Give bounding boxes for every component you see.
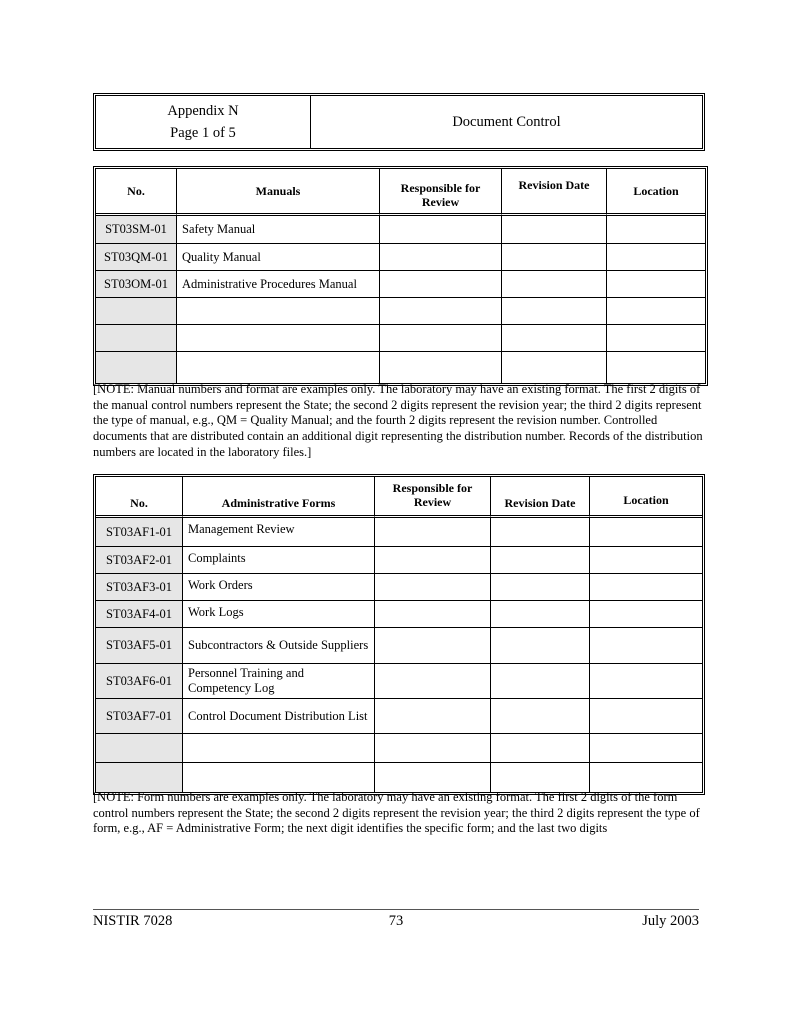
form-number: ST03AF5-01: [96, 628, 183, 664]
location-cell: [590, 574, 702, 601]
form-name: Work Logs: [183, 601, 375, 628]
location-cell: [590, 699, 702, 734]
location-cell: [607, 352, 705, 383]
form-name: Subcontractors & Outside Suppliers: [183, 628, 375, 664]
column-header-location: Location: [607, 169, 705, 216]
manual-name: [177, 325, 380, 352]
form-name: Control Document Distribution List: [183, 699, 375, 734]
revision-date-cell: [491, 628, 590, 664]
manual-name: Quality Manual: [177, 244, 380, 271]
revision-date-cell: [491, 518, 590, 547]
column-header-responsible: Responsible for Review: [375, 477, 491, 518]
table-row: [96, 547, 702, 574]
form-number: [96, 734, 183, 763]
form-name: Personnel Training and Competency Log: [183, 664, 375, 699]
revision-date-cell: [491, 547, 590, 574]
table-row: [96, 628, 702, 664]
responsible-cell: [375, 574, 491, 601]
table-header-row: [96, 477, 702, 518]
responsible-cell: [380, 244, 502, 271]
revision-date-cell: [491, 734, 590, 763]
location-cell: [607, 271, 705, 298]
table-row: [96, 763, 702, 792]
forms-note: [NOTE: Form numbers are examples only. The laboratory may have an existing format. The first 2 digits of the form control numbers represent the State; the second 2 digits represent the revision year; the third 2 digits represent the type of form, e.g., AF = Administrative Form; the next digit identifies the specific form; and the last two digits: [93, 790, 700, 836]
footer-divider: [93, 909, 699, 910]
table-row: [96, 518, 702, 547]
form-name: [183, 763, 375, 792]
revision-date-cell: [502, 325, 607, 352]
form-number: ST03AF6-01: [96, 664, 183, 699]
form-name: Work Orders: [183, 574, 375, 601]
administrative-forms-table: [93, 474, 705, 795]
form-number: [96, 763, 183, 792]
responsible-cell: [380, 216, 502, 244]
column-header-administrative-forms: Administrative Forms: [183, 477, 375, 518]
document-header: [93, 93, 705, 151]
table-row: [96, 734, 702, 763]
table-header-row: [96, 169, 705, 216]
manual-name: [177, 298, 380, 325]
form-name: Complaints: [183, 547, 375, 574]
responsible-cell: [380, 271, 502, 298]
responsible-cell: [375, 547, 491, 574]
responsible-cell: [375, 518, 491, 547]
location-cell: [590, 547, 702, 574]
table-row: [96, 574, 702, 601]
table-row: [96, 216, 705, 244]
table-row: [96, 352, 705, 383]
column-header-location: Location: [590, 477, 702, 518]
revision-date-cell: [502, 271, 607, 298]
responsible-cell: [375, 601, 491, 628]
location-cell: [607, 216, 705, 244]
page-indicator: Page 1 of 5: [170, 125, 236, 141]
form-number: ST03AF4-01: [96, 601, 183, 628]
table-row: [96, 244, 705, 271]
manual-name: Safety Manual: [177, 216, 380, 244]
column-header-manuals: Manuals: [177, 169, 380, 216]
location-cell: [590, 518, 702, 547]
manual-number: [96, 298, 177, 325]
column-header-no: No.: [96, 169, 177, 216]
form-number: ST03AF3-01: [96, 574, 183, 601]
column-header-no: No.: [96, 477, 183, 518]
manual-name: Administrative Procedures Manual: [177, 271, 380, 298]
manual-number: ST03QM-01: [96, 244, 177, 271]
location-cell: [590, 601, 702, 628]
location-cell: [590, 664, 702, 699]
responsible-cell: [375, 699, 491, 734]
form-number: ST03AF2-01: [96, 547, 183, 574]
location-cell: [607, 244, 705, 271]
responsible-cell: [375, 664, 491, 699]
revision-date-cell: [502, 298, 607, 325]
responsible-cell: [375, 763, 491, 792]
column-header-revision-date: Revision Date: [502, 169, 607, 216]
manual-number: [96, 325, 177, 352]
location-cell: [607, 298, 705, 325]
column-header-responsible: Responsible for Review: [380, 169, 502, 216]
manual-number: ST03OM-01: [96, 271, 177, 298]
responsible-cell: [375, 734, 491, 763]
header-title-cell: [311, 96, 702, 148]
responsible-cell: [380, 325, 502, 352]
revision-date-cell: [502, 352, 607, 383]
manual-number: [96, 352, 177, 383]
footer-page-number: 73: [388, 913, 404, 929]
manual-name: [177, 352, 380, 383]
revision-date-cell: [491, 664, 590, 699]
table-row: [96, 601, 702, 628]
table-row: [96, 664, 702, 699]
location-cell: [590, 734, 702, 763]
table-row: [96, 699, 702, 734]
location-cell: [607, 325, 705, 352]
manuals-note: [NOTE: Manual numbers and format are examples only. The laboratory may have an existing format. The first 2 digits of the manual control numbers represent the State; the second 2 digits represent the revision year; the third 2 digits represent the type of manual, e.g., QM = Quality Manual; and the fourth 2 digits represent the revision number. Controlled documents that are distributed contain an additional digit representing the distribution number. Records of the distribution numbers are located in the laboratory files.]: [93, 382, 703, 459]
manuals-table: [93, 166, 708, 386]
column-header-revision-date: Revision Date: [491, 477, 590, 518]
revision-date-cell: [491, 574, 590, 601]
revision-date-cell: [502, 216, 607, 244]
manual-number: ST03SM-01: [96, 216, 177, 244]
location-cell: [590, 763, 702, 792]
form-name: [183, 734, 375, 763]
revision-date-cell: [491, 763, 590, 792]
location-cell: [590, 628, 702, 664]
page-title: Document Control: [452, 113, 561, 130]
header-appendix-cell: [96, 96, 311, 148]
footer-publication-id: NISTIR 7028: [93, 913, 173, 929]
footer-date: July 2003: [642, 913, 699, 929]
form-name: Management Review: [183, 518, 375, 547]
responsible-cell: [375, 628, 491, 664]
appendix-label: Appendix N: [167, 103, 239, 119]
form-number: ST03AF7-01: [96, 699, 183, 734]
revision-date-cell: [491, 601, 590, 628]
table-row: [96, 298, 705, 325]
revision-date-cell: [491, 699, 590, 734]
table-row: [96, 325, 705, 352]
table-row: [96, 271, 705, 298]
responsible-cell: [380, 352, 502, 383]
responsible-cell: [380, 298, 502, 325]
form-number: ST03AF1-01: [96, 518, 183, 547]
revision-date-cell: [502, 244, 607, 271]
